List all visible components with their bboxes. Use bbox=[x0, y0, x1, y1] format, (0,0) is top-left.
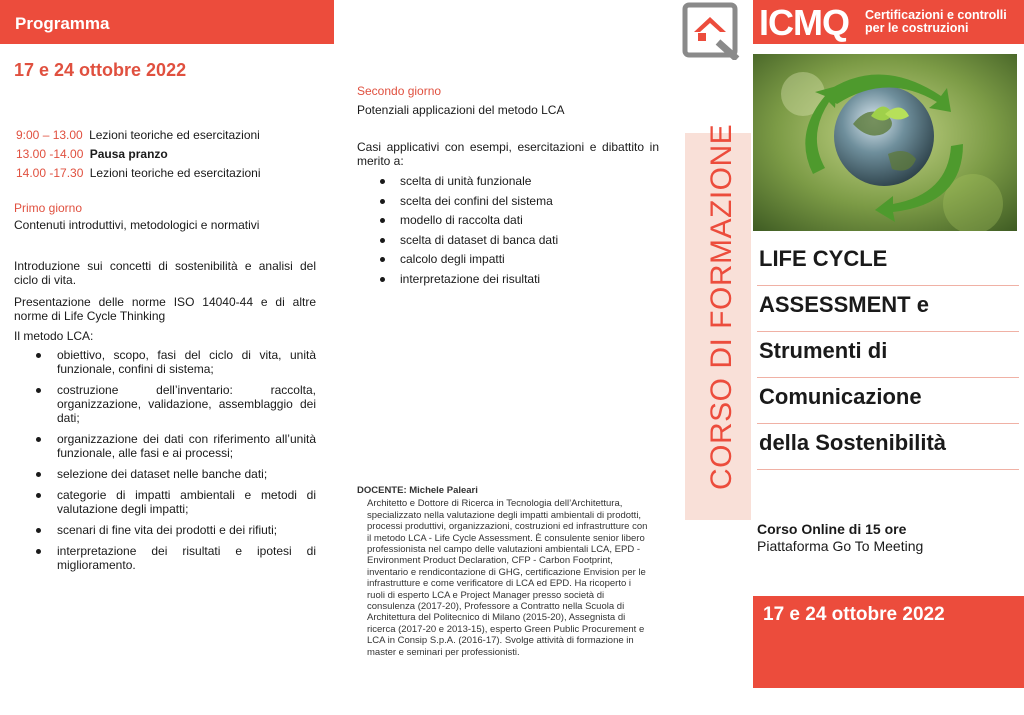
day-one-section bbox=[14, 201, 316, 579]
list-item: costruzione dell’inventario: raccolta, organizzazione, validazione, assemblaggio dei dati; bbox=[14, 383, 316, 425]
schedule-label: Lezioni teoriche ed esercitazioni bbox=[89, 166, 261, 180]
course-title bbox=[757, 240, 1019, 470]
brand-tagline bbox=[865, 9, 1007, 35]
schedule-row bbox=[16, 145, 261, 164]
list-item: organizzazione dei dati con riferimento all’unità funzionale, alle fasi e ai processi; bbox=[14, 432, 316, 460]
brand-name: ICMQ bbox=[759, 2, 849, 43]
list-item: interpretazione dei risultati bbox=[357, 272, 659, 286]
icmq-logo-icon bbox=[682, 2, 740, 60]
day-two-list bbox=[357, 174, 659, 286]
icmq-header bbox=[753, 0, 1024, 44]
title-line: della Sostenibilità bbox=[757, 424, 1019, 470]
instructor-block bbox=[357, 485, 649, 658]
day-one-subtitle: Contenuti introduttivi, metodologici e normativi bbox=[14, 218, 260, 232]
course-duration: Corso Online di 15 ore bbox=[757, 521, 907, 537]
list-item: calcolo degli impatti bbox=[357, 252, 659, 266]
day-one-heading: Primo giorno bbox=[14, 201, 83, 215]
title-line: LIFE CYCLE bbox=[757, 240, 1019, 286]
instructor-bio: Architetto e Dottore di Ricerca in Tecnologia dell’Architettura, specializzato nella valutazione degli impatti ambientali di prodotti, processi produttivi, organizzazioni, costruzioni ed infrastrutture con il metodo LCA - Life Cycle Assessment. È consulente senior libero professionista nel campo delle valutazioni ambientali LCA, EPD - Environment Product Declaration, CFP - Carbon Footprint, inventario e rendicontazione di GHG, certificazione Envision per le infrastrutture e come verificatore di LCA ed EPD. Ha ricoperto i ruoli di esperto LCA e Project Manager presso società di consulenza (2017-20), Professore a Contratto nella Scuola di Architettura del Politecnico di Milano (2015-20), Assegnista di ricerca (2017-20 e 2013-15), esperto Green Public Procurement e LCA in Consip S.p.A. (2016-17). Svolge attività di formazione in master e seminari per professionisti. bbox=[367, 498, 648, 658]
list-item: modello di raccolta dati bbox=[357, 213, 659, 227]
day-two-subtitle: Potenziali applicazioni del metodo LCA bbox=[357, 103, 565, 117]
title-line: ASSESSMENT e bbox=[757, 286, 1019, 332]
lca-method-heading: Il metodo LCA: bbox=[14, 329, 94, 343]
schedule-row bbox=[16, 164, 261, 183]
schedule-time: 14.00 -17.30 bbox=[16, 166, 84, 180]
tagline-line: Certificazioni e controlli bbox=[865, 8, 1007, 22]
day-two-cases: Casi applicativi con esempi, esercitazioni e dibattito in merito a: bbox=[357, 140, 659, 168]
list-item: selezione dei dataset nelle banche dati; bbox=[14, 467, 316, 481]
list-item: interpretazione dei risultati e ipotesi di miglioramento. bbox=[14, 544, 316, 572]
course-platform: Piattaforma Go To Meeting bbox=[757, 538, 924, 554]
corso-formazione-label: CORSO DI FORMAZIONE bbox=[705, 123, 738, 490]
list-item: scenari di fine vita dei prodotti e dei rifiuti; bbox=[14, 523, 316, 537]
day-two-section bbox=[357, 84, 659, 291]
schedule-label: Pausa pranzo bbox=[89, 147, 168, 161]
course-info bbox=[757, 521, 923, 555]
schedule-time: 13.00 -14.00 bbox=[16, 147, 84, 161]
programma-header bbox=[0, 0, 334, 44]
day-one-presentation: Presentazione delle norme ISO 14040-44 e di altre norme di Life Cycle Thinking bbox=[14, 295, 316, 323]
course-dates-left: 17 e 24 ottobre 2022 bbox=[14, 60, 187, 80]
tagline-line: per le costruzioni bbox=[865, 21, 969, 35]
list-item: scelta di dataset di banca dati bbox=[357, 233, 659, 247]
title-line: Strumenti di bbox=[757, 332, 1019, 378]
day-two-heading: Secondo giorno bbox=[357, 84, 442, 98]
title-line: Comunicazione bbox=[757, 378, 1019, 424]
list-item: scelta di unità funzionale bbox=[357, 174, 659, 188]
instructor-name: DOCENTE: Michele Paleari bbox=[357, 485, 478, 496]
programma-title: Programma bbox=[15, 14, 110, 33]
daily-schedule bbox=[16, 126, 261, 183]
schedule-label: Lezioni teoriche ed esercitazioni bbox=[89, 128, 260, 142]
lca-method-list bbox=[14, 348, 316, 572]
list-item: scelta dei confini del sistema bbox=[357, 194, 659, 208]
list-item: categorie di impatti ambientali e metodi di valutazione degli impatti; bbox=[14, 488, 316, 516]
schedule-row bbox=[16, 126, 261, 145]
course-dates-banner bbox=[753, 596, 1024, 688]
course-dates-right: 17 e 24 ottobre 2022 bbox=[763, 604, 945, 625]
earth-recycle-image bbox=[753, 54, 1017, 231]
list-item: obiettivo, scopo, fasi del ciclo di vita, unità funzionale, confini di sistema; bbox=[14, 348, 316, 376]
day-one-intro: Introduzione sui concetti di sostenibilità e analisi del ciclo di vita. bbox=[14, 259, 316, 287]
schedule-time: 9:00 – 13.00 bbox=[16, 128, 83, 142]
